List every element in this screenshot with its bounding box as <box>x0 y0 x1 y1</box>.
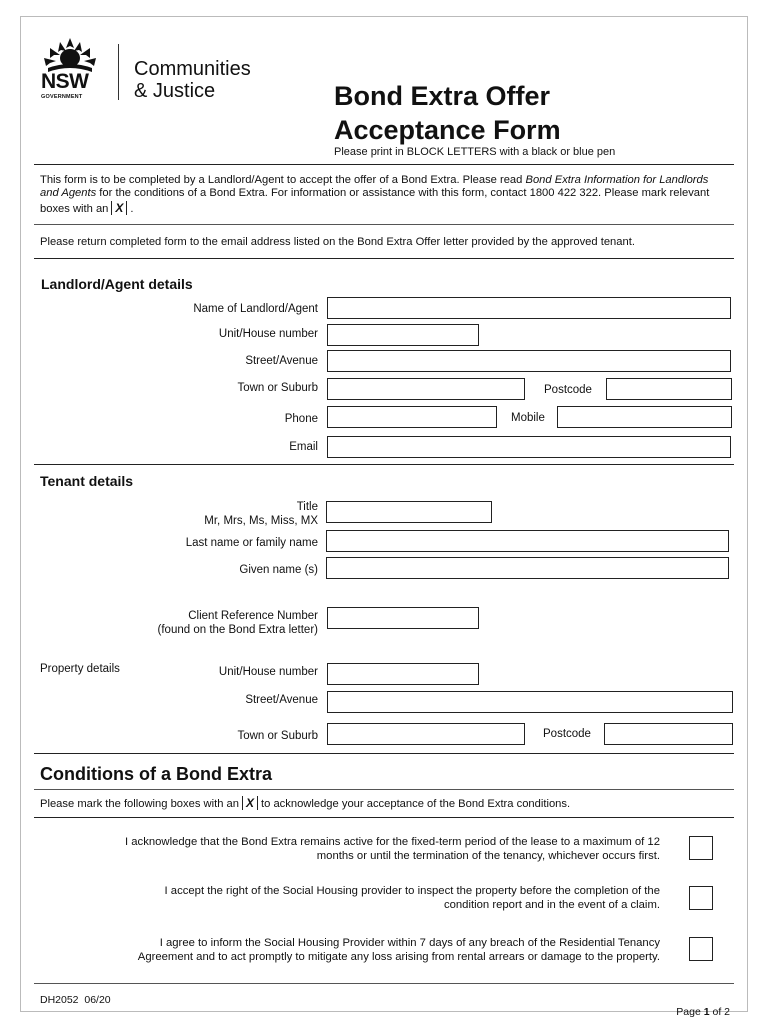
conditions-instruction-a: Please mark the following boxes with an <box>40 798 239 810</box>
intro-text-a: This form is to be completed by a Landlord/Agent to accept the offer of a Bond Extra. Please read <box>40 174 526 186</box>
x-mark-sample: X <box>242 796 258 810</box>
property-section-label: Property details <box>40 663 120 675</box>
tenant-section-heading: Tenant details <box>40 473 134 489</box>
condition-1-checkbox[interactable] <box>689 836 713 860</box>
x-mark-sample: X <box>111 201 127 215</box>
tenant-given-name-input[interactable] <box>326 557 729 579</box>
condition-item-3-line1: I agree to inform the Social Housing Provider within 7 days of any breach of the Residential Tenancy <box>159 937 660 949</box>
landlord-postcode-input[interactable] <box>606 378 732 400</box>
condition-item-1-line1: I acknowledge that the Bond Extra remains active for the fixed-term period of the lease to a maximum of 12 <box>125 836 660 848</box>
condition-item-2-line2: condition report and in the event of a claim. <box>443 899 660 911</box>
department-name-line2: & Justice <box>134 80 216 102</box>
intro-paragraph <box>40 174 730 216</box>
government-wordmark: GOVERNMENT <box>41 94 83 100</box>
condition-2-checkbox[interactable] <box>689 886 713 910</box>
page-title-line1: Bond Extra Offer <box>334 81 551 111</box>
nsw-logo <box>38 36 102 100</box>
intro-text-b: for the conditions of a Bond Extra. For information or assistance with this form, contact 1800 422 322. Please mark relevant boxes with an <box>40 187 710 215</box>
page-number-prefix: Page <box>676 1006 704 1018</box>
tenant-given-name-label: Given name (s) <box>239 564 318 576</box>
department-name-line1: Communities <box>134 58 251 80</box>
condition-item-2-line1: I accept the right of the Social Housing provider to inspect the property before the completion of the <box>164 885 660 897</box>
conditions-heading: Conditions of a Bond Extra <box>40 764 272 784</box>
property-unit-label: Unit/House number <box>218 666 318 678</box>
landlord-unit-label: Unit/House number <box>218 328 318 340</box>
landlord-street-label: Street/Avenue <box>245 355 318 367</box>
tenant-last-name-label: Last name or family name <box>185 537 318 549</box>
page-number <box>670 994 730 1018</box>
divider <box>34 817 734 818</box>
logo-divider <box>118 44 119 100</box>
landlord-mobile-label: Mobile <box>511 412 545 424</box>
property-town-label: Town or Suburb <box>237 730 318 742</box>
condition-item-2-text <box>20 884 660 912</box>
landlord-email-input[interactable] <box>327 436 731 458</box>
intro-publication-title: Bond Extra Information for Landlords and Agents <box>40 174 709 200</box>
landlord-town-label: Town or Suburb <box>237 382 318 394</box>
tenant-title-input[interactable] <box>326 501 492 523</box>
conditions-instruction <box>40 796 730 811</box>
tenant-last-name-input[interactable] <box>326 530 729 552</box>
condition-item-3-text <box>20 936 660 964</box>
page-number-current: 1 <box>703 1006 710 1018</box>
tenant-title-label-line2: Mr, Mrs, Ms, Miss, MX <box>204 515 318 527</box>
landlord-name-input[interactable] <box>327 297 731 319</box>
divider <box>34 983 734 984</box>
page-title-line2: Acceptance Form <box>334 115 561 145</box>
landlord-town-input[interactable] <box>327 378 525 400</box>
condition-item-3-line2: Agreement and to act promptly to mitigate any loss arising from rental arrears or damage to the property. <box>137 951 660 963</box>
landlord-name-label: Name of Landlord/Agent <box>193 303 318 315</box>
property-postcode-input[interactable] <box>604 723 733 745</box>
landlord-phone-label: Phone <box>284 413 318 425</box>
intro-text-end: . <box>130 202 134 215</box>
property-town-input[interactable] <box>327 723 525 745</box>
conditions-instruction-b: to acknowledge your acceptance of the Bond Extra conditions. <box>261 798 571 810</box>
client-reference-label-line2: (found on the Bond Extra letter) <box>157 624 318 636</box>
property-postcode-label: Postcode <box>543 728 591 740</box>
landlord-email-label: Email <box>289 441 318 453</box>
form-code: DH2052 06/20 <box>40 994 111 1006</box>
landlord-postcode-label: Postcode <box>544 384 592 396</box>
divider <box>34 753 734 754</box>
landlord-street-input[interactable] <box>327 350 731 372</box>
divider <box>34 464 734 465</box>
nsw-wordmark: NSW <box>41 70 89 93</box>
tenant-title-label-line1: Title <box>296 501 318 513</box>
condition-item-1-text <box>20 835 660 863</box>
divider <box>34 258 734 259</box>
divider <box>34 164 734 165</box>
landlord-mobile-input[interactable] <box>557 406 732 428</box>
condition-3-checkbox[interactable] <box>689 937 713 961</box>
divider <box>34 789 734 790</box>
page-subtitle: Please print in BLOCK LETTERS with a black or blue pen <box>334 146 616 158</box>
property-street-label: Street/Avenue <box>245 694 318 706</box>
return-instruction: Please return completed form to the email address listed on the Bond Extra Offer letter provided by the approved tenant. <box>40 236 635 248</box>
property-unit-input[interactable] <box>327 663 479 685</box>
client-reference-input[interactable] <box>327 607 479 629</box>
landlord-section-heading: Landlord/Agent details <box>41 276 193 292</box>
page-number-suffix: of 2 <box>709 1006 730 1018</box>
landlord-unit-input[interactable] <box>327 324 479 346</box>
landlord-phone-input[interactable] <box>327 406 497 428</box>
client-reference-label-line1: Client Reference Number <box>188 610 318 622</box>
property-street-input[interactable] <box>327 691 733 713</box>
divider <box>34 224 734 225</box>
condition-item-1-line2: months or until the termination of the tenancy, whichever occurs first. <box>316 850 660 862</box>
